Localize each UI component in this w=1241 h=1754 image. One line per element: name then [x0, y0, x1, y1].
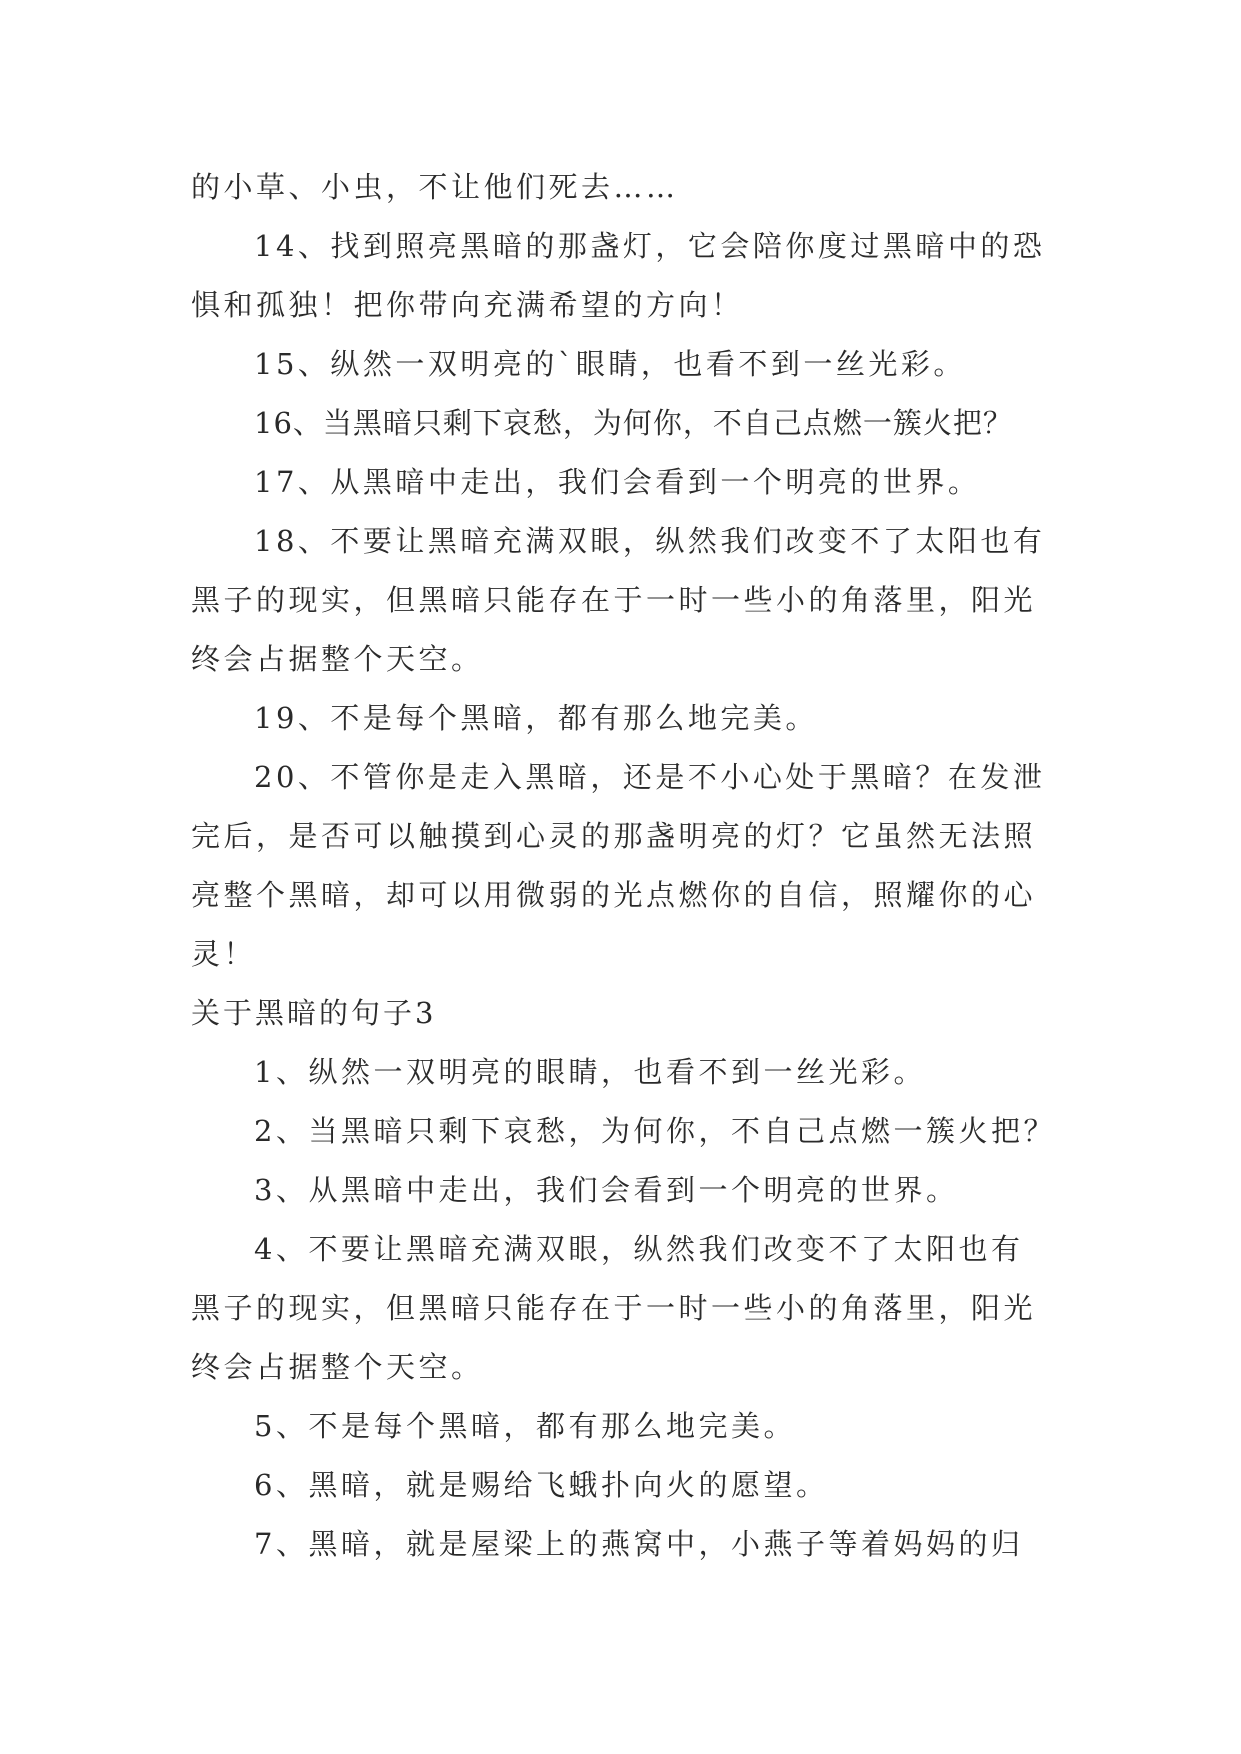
document-body	[191, 158, 1091, 1574]
text-line: 19、不是每个黑暗，都有那么地完美。	[254, 701, 818, 735]
text-line: 完后，是否可以触摸到心灵的那盏明亮的灯？它虽然无法照	[191, 819, 1037, 853]
text-line: 惧和孤独！把你带向充满希望的方向！	[191, 288, 744, 322]
text-line: 终会占据整个天空。	[191, 1350, 484, 1384]
text-line: 黑子的现实，但黑暗只能存在于一时一些小的角落里，阳光	[191, 583, 1037, 617]
text-line: 14、找到照亮黑暗的那盏灯，它会陪你度过黑暗中的恐	[254, 229, 1046, 263]
text-line: 18、不要让黑暗充满双眼，纵然我们改变不了太阳也有	[254, 524, 1046, 558]
text-line: 的小草、小虫，不让他们死去……	[191, 170, 679, 204]
text-line: 3、从黑暗中走出，我们会看到一个明亮的世界。	[254, 1173, 959, 1207]
text-line: 亮整个黑暗，却可以用微弱的光点燃你的自信，照耀你的心	[191, 878, 1037, 912]
text-line: 终会占据整个天空。	[191, 642, 484, 676]
text-line: 7、黑暗，就是屋梁上的燕窝中，小燕子等着妈妈的归	[254, 1527, 1024, 1561]
text-line: 灵！	[191, 937, 257, 971]
text-line: 20、不管你是走入黑暗，还是不小心处于黑暗？在发泄	[254, 760, 1046, 794]
text-line: 黑子的现实，但黑暗只能存在于一时一些小的角落里，阳光	[191, 1291, 1037, 1325]
text-line: 2、当黑暗只剩下哀愁，为何你，不自己点燃一簇火把？	[254, 1114, 1056, 1148]
text-line: 1、纵然一双明亮的眼睛，也看不到一丝光彩。	[254, 1055, 926, 1089]
text-line: 15、纵然一双明亮的`眼睛，也看不到一丝光彩。	[254, 347, 966, 381]
text-line: 5、不是每个黑暗，都有那么地完美。	[254, 1409, 796, 1443]
text-line: 6、黑暗，就是赐给飞蛾扑向火的愿望。	[254, 1468, 829, 1502]
text-line: 4、不要让黑暗充满双眼，纵然我们改变不了太阳也有	[254, 1232, 1024, 1266]
section-heading: 关于黑暗的句子3	[191, 996, 437, 1030]
text-line: 17、从黑暗中走出，我们会看到一个明亮的世界。	[254, 465, 981, 499]
text-line: 16、当黑暗只剩下哀愁，为何你，不自己点燃一簇火把？	[254, 406, 1013, 440]
